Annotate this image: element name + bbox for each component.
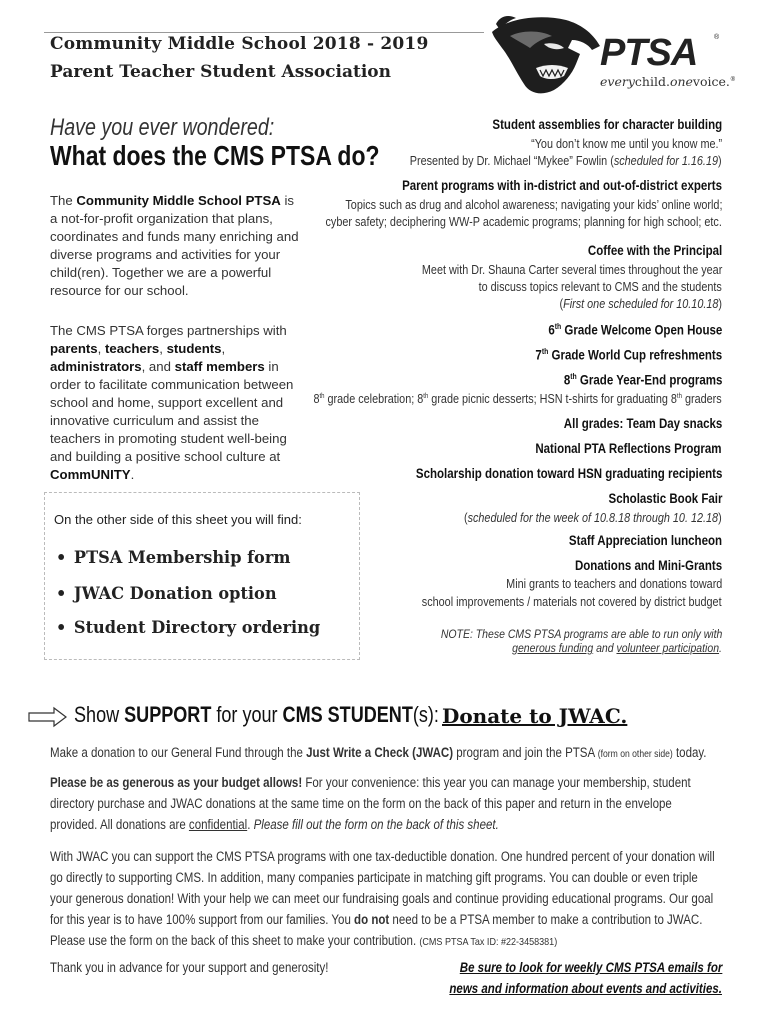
emails-reminder-1: Be sure to look for weekly CMS PTSA emails for (459, 960, 722, 975)
assemblies-quote: “You don’t know me until you know me.” (530, 137, 722, 151)
thank-you-line: Thank you in advance for your support and generosity! (50, 960, 329, 975)
mini-grants-line-1: Mini grants to teachers and donations toward (505, 577, 722, 591)
body-paragraph-3: With JWAC you can support the CMS PTSA programs with one tax-deductible donation. One hundred percent of your donation will go directly to supporting CMS. In addition, many companies participate in matching gift programs. You can double or even triple your generous donation! With your help we can meet our fundraising goals and continue providing educational programs. Our goal for this year is to have 100% support from our families. You do not need to be a PTSA member to make a contribution to JWAC. Please use the form on the back of this sheet to make your contribution. (CMS PTSA Tax ID: #22-3458381) (50, 849, 715, 948)
ptsa-logo (488, 10, 736, 102)
coffee-line-1: Meet with Dr. Shauna Carter several times throughout the year (421, 263, 722, 277)
grade8-heading: 8th Grade Year-End programs (563, 372, 722, 388)
emails-reminder-2: news and information about events and activities. (449, 981, 722, 996)
coffee-line-3: (First one scheduled for 10.10.18) (559, 297, 722, 311)
grade6-heading: 6th Grade Welcome Open House (548, 322, 722, 338)
header-rule (44, 32, 484, 33)
support-heading: Show SUPPORT for your CMS STUDENT(s): Donate to JWAC. (28, 702, 728, 732)
coffee-line-2: to discuss topics relevant to CMS and the students (478, 280, 722, 294)
grade7-heading: 7th Grade World Cup refreshments (535, 347, 722, 363)
assemblies-presenter: Presented by Dr. Michael “Mykee” Fowlin (scheduled for 1.16.19) (410, 154, 722, 168)
intro-title: What does the CMS PTSA do? (50, 140, 380, 171)
parent-programs-heading: Parent programs with in-district and out-of-district experts (402, 178, 722, 193)
scholarship-heading: Scholarship donation toward HSN graduating recipients (415, 466, 722, 481)
intro-paragraph-2: The CMS PTSA forges partnerships with parents, teachers, students, administrators, and staff members in order to facilitate communication between school and home, support excellent and innovative curriculum and assist the teachers in promoting student well-being and building a positive school culture at CommUNITY. (50, 323, 294, 482)
ptsa-tagline: everychild.onevoice.® (600, 74, 736, 89)
donate-jwac-heading: Donate to JWAC. (442, 704, 628, 728)
coffee-heading: Coffee with the Principal (587, 243, 722, 258)
staff-luncheon-heading: Staff Appreciation luncheon (568, 533, 722, 548)
intro-paragraph-1: The Community Middle School PTSA is a not-for-profit organization that plans, coordinates and funds many enriching and diverse programs and activities for your child(ren). Together we are a powerful resource for our school. (50, 193, 299, 298)
book-fair-schedule: (scheduled for the week of 10.8.18 through 10. 12.18) (464, 511, 722, 525)
other-side-item: • PTSA Membership form (56, 548, 291, 568)
parent-programs-topics-1: Topics such as drug and alcohol awareness; navigating your kids’ online world; (344, 198, 722, 212)
book-fair-heading: Scholastic Book Fair (608, 491, 722, 506)
body-paragraph-2: Please be as generous as your budget allows! For your convenience: this year you can manage your membership, student directory purchase and JWAC donations at the same time on the form on the back of this paper and return in the envelope provided. All donations are confidential. Please fill out the form on the back of this sheet. (50, 775, 691, 832)
reflections-heading: National PTA Reflections Program (535, 441, 722, 456)
funding-note-2: generous funding and volunteer participation. (512, 641, 722, 655)
other-side-item: • Student Directory ordering (56, 618, 321, 638)
school-year-heading: Community Middle School 2018 - 2019 (50, 34, 429, 54)
mini-grants-line-2: school improvements / materials not covered by district budget (422, 595, 722, 609)
parent-programs-topics-2: cyber safety; deciphering WW-P academic programs; planning for high school; etc. (325, 215, 722, 229)
assemblies-heading: Student assemblies for character building (492, 117, 722, 132)
team-day-heading: All grades: Team Day snacks (563, 416, 722, 431)
other-side-item: • JWAC Donation option (56, 584, 277, 604)
funding-note-1: NOTE: These CMS PTSA programs are able to run only with (440, 627, 722, 641)
ptsa-wordmark: PTSA (600, 32, 698, 74)
association-heading: Parent Teacher Student Association (50, 62, 392, 82)
intro-kicker: Have you ever wondered: (50, 114, 275, 141)
grade8-details: 8th grade celebration; 8th grade picnic desserts; HSN t-shirts for graduating 8th graders (313, 392, 722, 406)
mini-grants-heading: Donations and Mini-Grants (574, 558, 722, 573)
arrow-right-icon (28, 706, 68, 728)
body-paragraph-1: Make a donation to our General Fund through the Just Write a Check (JWAC) program and join the PTSA (form on other side) today. (50, 745, 707, 760)
registered-mark: ® (714, 34, 720, 41)
other-side-lead: On the other side of this sheet you will find: (54, 512, 302, 527)
